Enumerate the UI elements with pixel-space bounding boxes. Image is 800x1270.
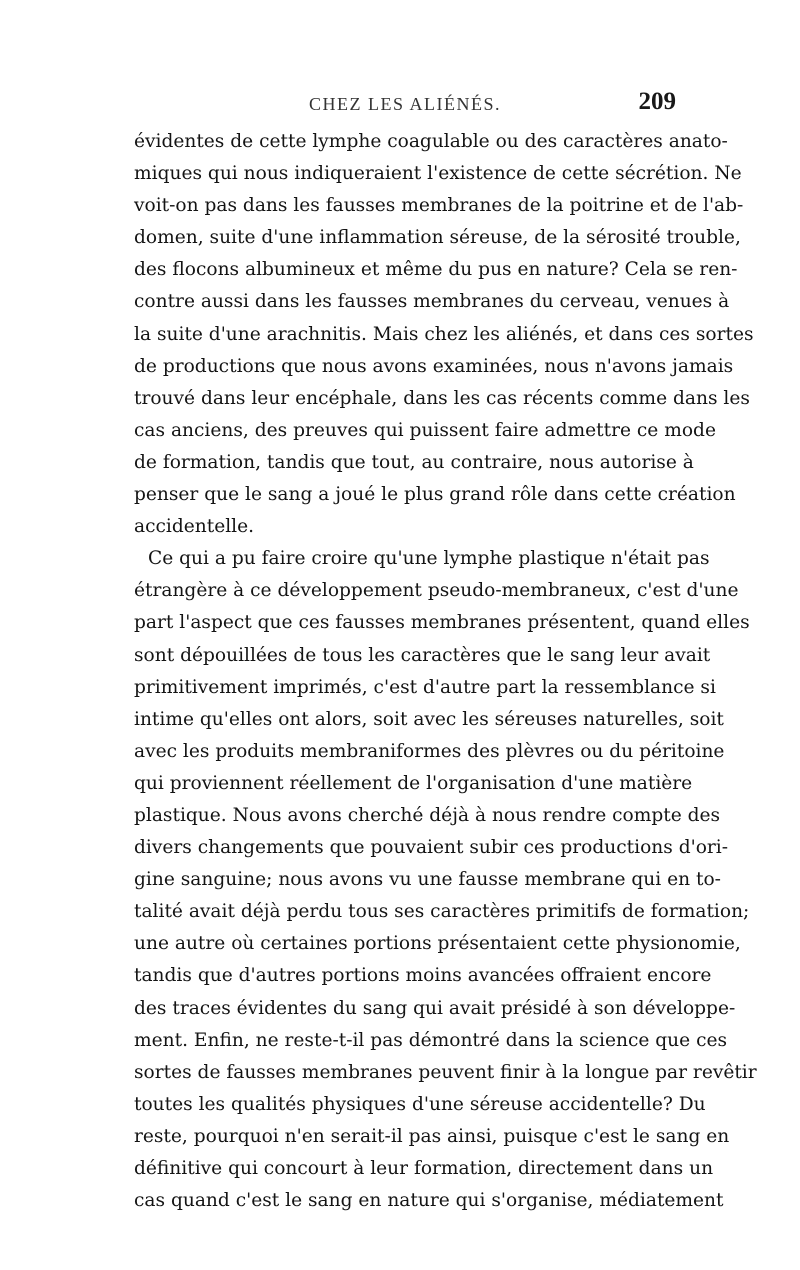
text-line: une autre où certaines portions présentaient cette physionomie, — [134, 933, 741, 955]
text-line: toutes les qualités physiques d'une séreuse accidentelle? Du — [134, 1093, 706, 1115]
text-line: tandis que d'autres portions moins avancées offraient encore — [134, 965, 712, 987]
text-line: contre aussi dans les fausses membranes du cerveau, venues à — [134, 291, 730, 313]
text-line: sont dépouillées de tous les caractères que le sang leur avait — [134, 644, 711, 666]
text-line: la suite d'une arachnitis. Mais chez les aliénés, et dans ces sortes — [134, 323, 754, 345]
running-title: CHEZ LES ALIÉNÉS. — [309, 94, 501, 114]
text-line: plastique. Nous avons cherché déjà à nous rendre compte des — [134, 804, 721, 826]
text-line: domen, suite d'une inflammation séreuse, de la sérosité trouble, — [134, 227, 741, 249]
running-head — [134, 86, 676, 126]
text-line: avec les produits membraniformes des plèvres ou du péritoine — [134, 740, 725, 762]
text-line: qui proviennent réellement de l'organisation d'une matière — [134, 772, 693, 794]
text-line: intime qu'elles ont alors, soit avec les séreuses naturelles, soit — [134, 708, 724, 730]
text-line: miques qui nous indiqueraient l'existence de cette sécrétion. Ne — [134, 163, 742, 185]
text-line: cas anciens, des preuves qui puissent faire admettre ce mode — [134, 419, 716, 441]
text-line: définitive qui concourt à leur formation, directement dans un — [134, 1158, 714, 1179]
text-line: des traces évidentes du sang qui avait présidé à son développe- — [134, 997, 736, 1019]
text-line: ment. Enfin, ne reste-t-il pas démontré dans la science que ces — [134, 1029, 728, 1051]
text-line: voit-on pas dans les fausses membranes de la poitrine et de l'ab- — [134, 195, 744, 217]
paragraph-first-line: Ce qui a pu faire croire qu'une lymphe plastique n'était pas — [148, 548, 710, 570]
text-line: part l'aspect que ces fausses membranes présentent, quand elles — [134, 612, 750, 634]
text-line: reste, pourquoi n'en serait-il pas ainsi, puisque c'est le sang en — [134, 1125, 730, 1147]
text-line: de productions que nous avons examinées, nous n'avons jamais — [134, 355, 734, 377]
text-line: gine sanguine; nous avons vu une fausse membrane qui en to- — [134, 869, 721, 891]
text-line: sortes de fausses membranes peuvent finir à la longue par revêtir — [134, 1061, 757, 1083]
text-line: divers changements que pouvaient subir ces productions d'ori- — [134, 837, 729, 859]
text-line: cas quand c'est le sang en nature qui s'organise, médiatement — [134, 1190, 724, 1212]
paragraph-last-line: accidentelle. — [134, 516, 255, 538]
text-line: talité avait déjà perdu tous ses caractères primitifs de formation; — [134, 901, 750, 923]
text-line: penser que le sang a joué le plus grand rôle dans cette création — [134, 484, 736, 506]
text-line: évidentes de cette lymphe coagulable ou des caractères anato- — [134, 131, 728, 152]
text-line: trouvé dans leur encéphale, dans les cas récents comme dans les — [134, 387, 750, 409]
text-line: des flocons albumineux et même du pus en nature? Cela se ren- — [134, 259, 738, 281]
page-number: 209 — [638, 88, 676, 115]
text-line: de formation, tandis que tout, au contraire, nous autorise à — [134, 451, 694, 473]
body-text — [134, 126, 757, 1217]
text-line: primitivement imprimés, c'est d'autre part la ressemblance si — [134, 676, 716, 698]
text-line: étrangère à ce développement pseudo-membraneux, c'est d'une — [134, 580, 739, 602]
